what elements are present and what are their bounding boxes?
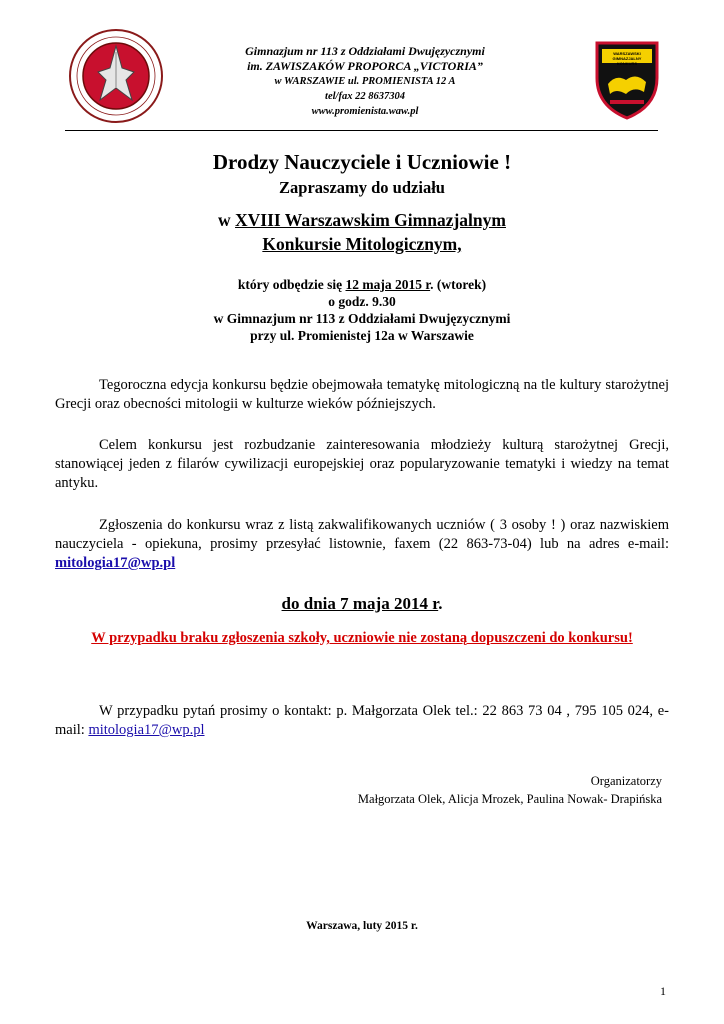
contact-email-link[interactable]: mitologia17@wp.pl xyxy=(88,722,205,738)
contest-logo xyxy=(594,40,660,120)
page-title: Drodzy Nauczyciele i Uczniowie ! xyxy=(212,150,512,174)
application-email-link[interactable]: mitologia17@wp.pl xyxy=(55,555,176,571)
event-date-suffix: . (wtorek) xyxy=(430,277,487,292)
paragraph-application xyxy=(55,516,669,573)
header-line-5: www.promienista.waw.pl xyxy=(311,106,419,117)
deadline xyxy=(0,594,724,614)
warning-text: W przypadku braku zgłoszenia szkoły, uczniowie nie zostaną dopuszczeni do konkursu! xyxy=(91,630,633,646)
paragraph-goal-text: Celem konkursu jest rozbudzanie zainteresowania młodzieży kulturą starożytnej Grecji, stanowiącej jeden z filarów cywilizacji europejskiej oraz popularyzowanie tematyki i wiedzy na temat antyku. xyxy=(55,437,669,491)
paragraph-goal xyxy=(55,436,669,493)
header-divider xyxy=(65,130,658,131)
event-place-2: przy ul. Promienistej 12a w Warszawie xyxy=(250,328,474,343)
paragraph-application-text: Zgłoszenia do konkursu wraz z listą zakwalifikowanych uczniów ( 3 osoby ! ) oraz nazwiskiem nauczyciela - opiekuna, prosimy przesyłać listownie, faxem (22 863-73-04) lub na adres e-mail: xyxy=(55,517,669,552)
contest-name-line-2: Konkursie Mitologicznym, xyxy=(262,234,462,254)
paragraph-theme xyxy=(55,376,669,414)
event-date-line xyxy=(0,276,724,293)
event-date: 12 maja 2015 r xyxy=(345,277,431,292)
header-line-3: w WARSZAWIE ul. PROMIENISTA 12 A xyxy=(274,76,456,87)
header-line-2: im. ZAWISZAKÓW PROPORCA „VICTORIA” xyxy=(247,59,483,73)
contest-prefix: w xyxy=(218,210,236,230)
contest-name-line-1: XVIII Warszawskim Gimnazjalnym xyxy=(235,210,506,230)
event-place-1: w Gimnazjum nr 113 z Oddziałami Dwujęzycznymi xyxy=(213,311,511,326)
header-line-1: Gimnazjum nr 113 z Oddziałami Dwujęzycznymi xyxy=(245,44,485,58)
organizers-names: Małgorzata Olek, Alicja Mrozek, Paulina Nowak- Drapińska xyxy=(357,792,662,806)
place-date: Warszawa, luty 2015 r. xyxy=(306,920,418,932)
contest-name xyxy=(0,208,724,256)
organizers xyxy=(358,772,662,808)
page-number: 1 xyxy=(660,984,666,998)
deadline-dot: . xyxy=(438,594,443,613)
warning-notice xyxy=(60,629,664,648)
school-header xyxy=(200,44,530,119)
event-info xyxy=(0,276,724,344)
contact-paragraph xyxy=(55,702,669,740)
organizers-label: Organizatorzy xyxy=(590,774,662,788)
event-date-prefix: który odbędzie się xyxy=(237,277,346,292)
paragraph-theme-text: Tegoroczna edycja konkursu będzie obejmowała tematykę mitologiczną na tle kultury starożytnej Grecji oraz obecności mitologii w kulturze wieków późniejszych. xyxy=(55,377,669,412)
invitation-subtitle: Zapraszamy do udziału xyxy=(279,178,445,197)
contact-text: W przypadku pytań prosimy o kontakt: p. Małgorzata Olek tel.: 22 863 73 04 , 795 105 024, e-mail: xyxy=(55,703,669,738)
event-time: o godz. 9.30 xyxy=(328,294,396,309)
school-logo xyxy=(68,28,164,124)
header-line-4: tel/fax 22 8637304 xyxy=(325,91,405,102)
deadline-text: do dnia 7 maja 2014 r xyxy=(281,594,439,613)
contest-logo-text: WARSZAWSKI GIMNAZJALNY KONKURS xyxy=(612,51,642,66)
